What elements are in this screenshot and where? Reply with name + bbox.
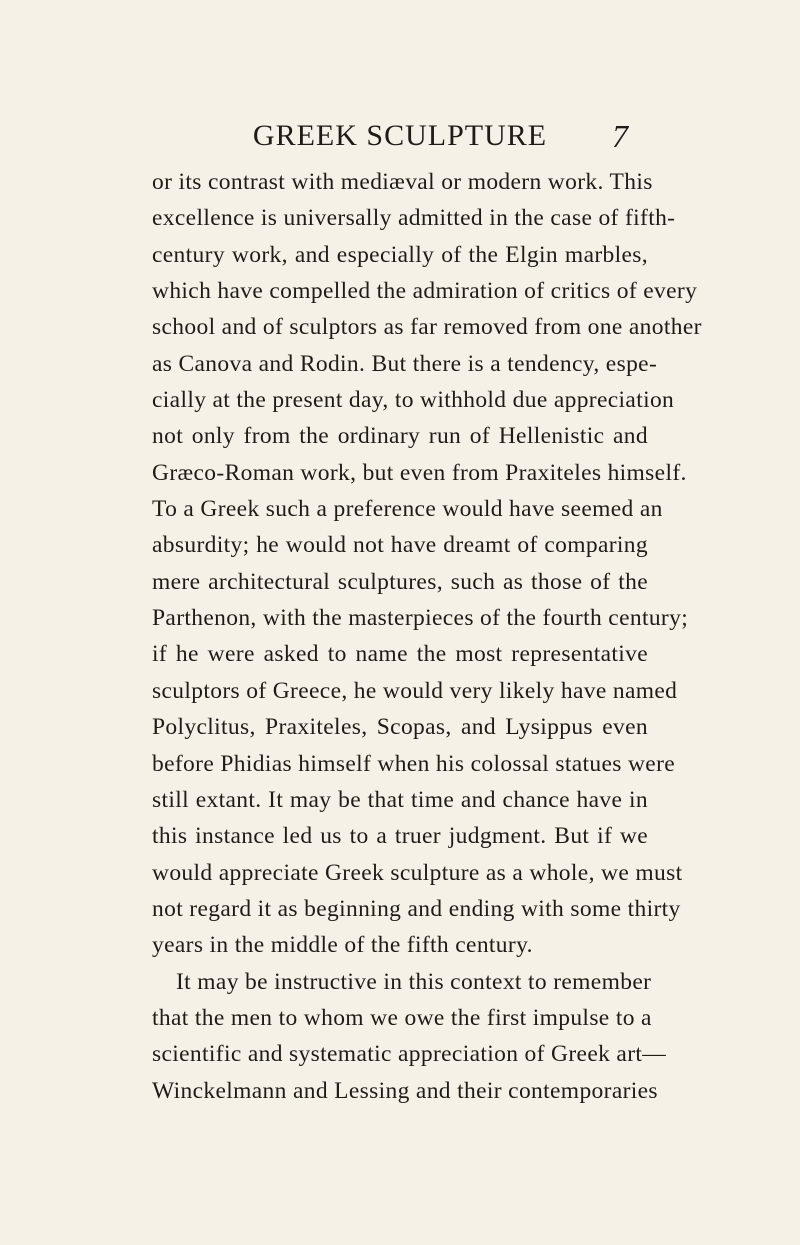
text-line: mere architectural sculptures, such as those of the [152, 568, 648, 595]
text-line: before Phidias himself when his colossal statues were [152, 750, 676, 777]
text-line: To a Greek such a preference would have seemed an [152, 496, 663, 523]
text-line: excellence is universally admitted in the case of fifth- [152, 205, 676, 232]
text-line: absurdity; he would not have dreamt of comparing [152, 532, 648, 559]
page-number: 7 [612, 118, 628, 154]
text-line: not regard it as beginning and ending with some thirty [152, 895, 681, 922]
text-line: sculptors of Greece, he would very likely have named [152, 677, 678, 704]
text-line: as Canova and Rodin. But there is a tendency, espe- [152, 350, 658, 377]
running-head [0, 116, 800, 156]
paragraph-start-line: It may be instructive in this context to remember [176, 968, 652, 995]
text-line: cially at the present day, to withhold due appreciation [152, 387, 675, 414]
text-line: Polyclitus, Praxiteles, Scopas, and Lysippus even [152, 714, 648, 741]
text-line: century work, and especially of the Elgin marbles, [152, 241, 648, 268]
paragraph-end-line: years in the middle of the fifth century. [152, 932, 533, 959]
text-line: Græco-Roman work, but even from Praxiteles himself. [152, 459, 687, 486]
body-text [152, 164, 702, 1109]
text-line: or its contrast with mediæval or modern work. This [152, 169, 653, 195]
text-line: that the men to whom we owe the first impulse to a [152, 1004, 652, 1031]
text-line: not only from the ordinary run of Hellenistic and [152, 423, 648, 450]
text-line: would appreciate Greek sculpture as a whole, we must [152, 859, 683, 886]
text-line: scientific and systematic appreciation of Greek art— [152, 1041, 667, 1068]
text-line: Parthenon, with the masterpieces of the fourth century; [152, 605, 689, 632]
text-line: school and of sculptors as far removed from one another [152, 314, 702, 341]
text-line: this instance led us to a truer judgment. But if we [152, 823, 648, 850]
text-line: still extant. It may be that time and chance have in [152, 786, 648, 813]
text-line: Winckelmann and Lessing and their contemporaries [152, 1077, 658, 1104]
running-head-title: GREEK SCULPTURE [252, 119, 548, 152]
text-line: if he were asked to name the most representative [152, 641, 648, 668]
text-line: which have compelled the admiration of critics of every [152, 278, 698, 305]
